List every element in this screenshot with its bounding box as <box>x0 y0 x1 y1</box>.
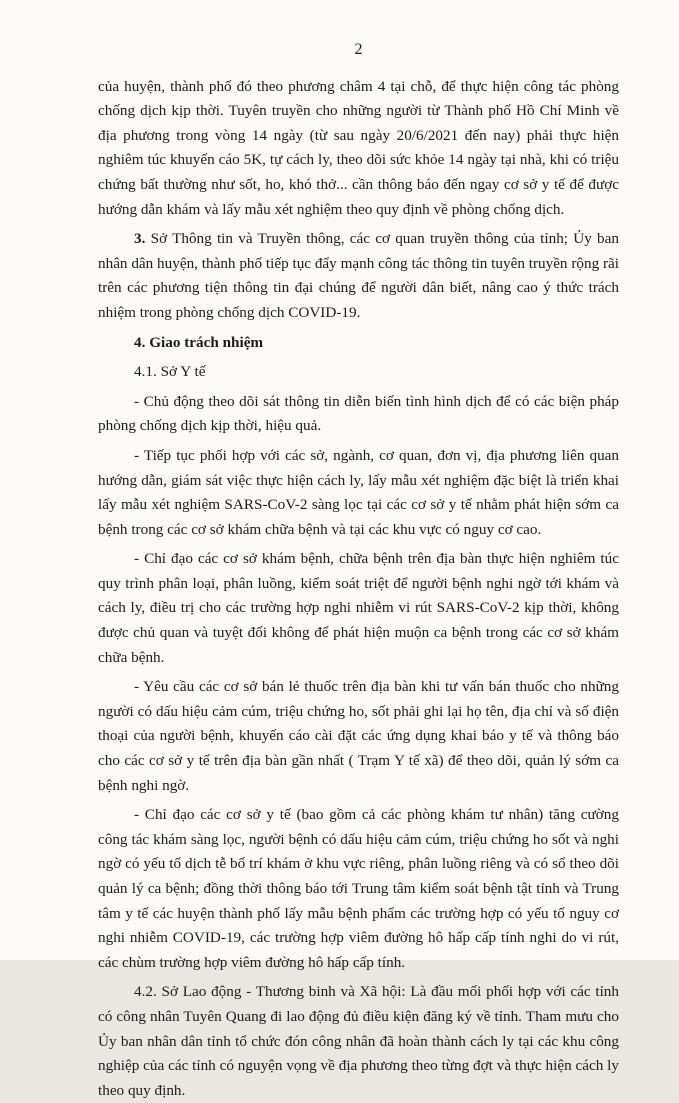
section-3-number: 3. <box>134 230 146 248</box>
heading-section-4-1: 4.1. Sở Y tế <box>134 363 206 381</box>
bullet-item: - Yêu cầu các cơ sở bán lẻ thuốc trên địa bàn khi tư vấn bán thuốc cho những người có dấu hiệu cảm cúm, triệu chứng ho, sốt phải ghi lại họ tên, địa chỉ và số điện thoại của người bệnh, khuyến cáo cài đặt các ứng dụng khai báo y tế và thông báo cho các cơ sở y tế trên địa bàn gần nhất ( Trạm Y tế xã) để theo dõi, quản lý sớm ca bệnh nghi ngờ. <box>98 678 619 794</box>
paragraph-continuation: của huyện, thành phố đó theo phương châm 4 tại chỗ, để thực hiện công tác phòng chống dịch kịp thời. Tuyên truyền cho những người từ Thành phố Hồ Chí Minh về địa phương trong vòng 14 ngày (từ sau ngày 20/6/2021 đến nay) phải thực hiện nghiêm túc khuyến cáo 5K, tự cách ly, theo dõi sức khỏe 14 ngày tại nhà, khi có triệu chứng bất thường như sốt, ho, khó thở... cần thông báo đến ngay cơ sở y tế để được hướng dẫn khám và lấy mẫu xét nghiệm theo quy định về phòng chống dịch. <box>98 77 619 218</box>
bullet-item: - Chỉ đạo các cơ sở y tế (bao gồm cả các phòng khám tư nhân) tăng cường công tác khám sàng lọc, người bệnh có dấu hiệu cảm cúm, triệu chứng ho sốt và nghi ngờ có yếu tố dịch tễ bố trí khám ở khu vực riêng, phân luồng riêng và có sổ theo dõi quản lý ca bệnh; đồng thời thông báo tới Trung tâm kiểm soát bệnh tật tỉnh và Trung tâm y tế các huyện thành phố lấy mẫu bệnh phẩm các trường hợp có yếu tố nguy cơ nghi nhiễm COVID-19, các trường hợp viêm đường hô hấp cấp tính nghi do vi rút, các chùm trường hợp viêm đường hô hấp cấp tính. <box>98 806 619 971</box>
bullet-item: - Chỉ đạo các cơ sở khám bệnh, chữa bệnh trên địa bàn thực hiện nghiêm túc quy trình phân loại, phân luồng, kiểm soát triệt để người bệnh nghi ngờ tới khám và cách ly, điều trị cho các trường hợp nghi nhiễm vi rút SARS-CoV-2 kịp thời, không được chủ quan và tuyệt đối không để phát hiện muộn ca bệnh trong các cơ sở khám chữa bệnh. <box>98 550 619 666</box>
bullet-item: - Tiếp tục phối hợp với các sở, ngành, cơ quan, đơn vị, địa phương liên quan hướng dẫn, giám sát việc thực hiện cách ly, lấy mẫu xét nghiệm đặc biệt là triển khai lấy mẫu xét nghiệm SARS-CoV-2 sàng lọc tại các cơ sở y tế nhằm phát hiện sớm ca bệnh trong các cơ sở khám chữa bệnh và tại các khu vực có nguy cơ cao. <box>98 446 619 538</box>
heading-section-4: 4. Giao trách nhiệm <box>134 333 264 351</box>
paragraph-section-3 <box>98 227 619 325</box>
paragraph-section-4-2: 4.2. Sở Lao động - Thương binh và Xã hội: Là đầu mối phối hợp với các tỉnh có công nhân Tuyên Quang đi lao động đủ điều kiện đăng ký về tỉnh. Tham mưu cho Ủy ban nhân dân tỉnh tổ chức đón công nhân đã hoàn thành cách ly tại các khu công nghiệp của các tỉnh có nguyện vọng về địa phương theo từng đợt và thực hiện cách ly theo quy định. <box>98 983 619 1099</box>
page-number: 2 <box>354 41 363 58</box>
bullet-item: - Chủ động theo dõi sát thông tin diễn biến tình hình dịch để có các biện pháp phòng chống dịch kịp thời, hiệu quả. <box>98 392 619 435</box>
section-3-text: Sở Thông tin và Truyền thông, các cơ quan truyền thông của tỉnh; Ủy ban nhân dân huyện, thành phố tiếp tục đẩy mạnh công tác thông tin tuyên truyền rộng rãi trên các phương tiện thông tin đại chúng để người dân biết, nâng cao ý thức trách nhiệm trong phòng chống dịch COVID-19. <box>98 230 619 321</box>
